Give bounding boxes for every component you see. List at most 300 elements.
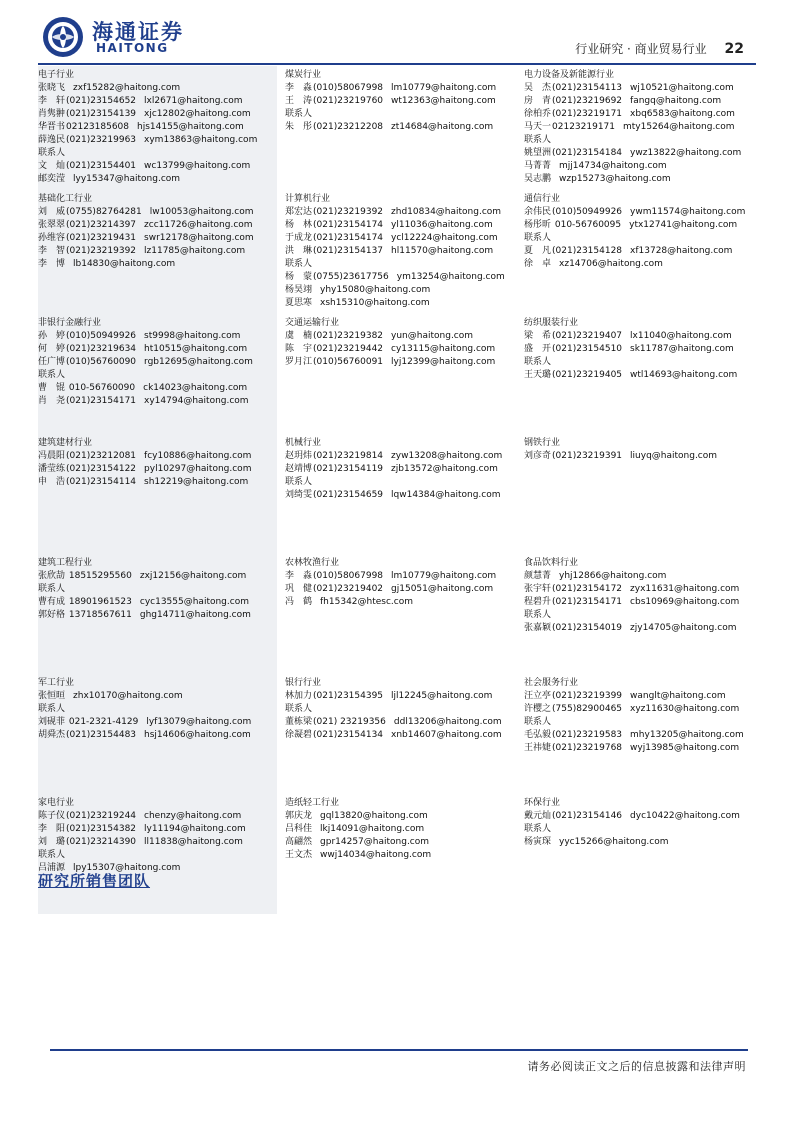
analyst-email[interactable]: lm10779@haitong.com <box>391 83 497 93</box>
contact-label: 联系人 <box>285 259 313 269</box>
analyst-email[interactable]: ym13254@haitong.com <box>396 272 505 282</box>
analyst-phone: 18901961523 <box>66 597 132 607</box>
analyst-name: 冯 鹤 <box>285 597 313 607</box>
analyst-name: 刘砚菲 <box>38 717 66 727</box>
analyst-name: 赵靖博 <box>285 464 313 474</box>
analyst-name: 吴 杰 <box>524 83 552 93</box>
analyst-email[interactable]: zxj12156@haitong.com <box>139 571 247 581</box>
analyst-entry <box>524 622 755 635</box>
analyst-email[interactable]: ddl13206@haitong.com <box>393 717 502 727</box>
sector-title: 基础化工行业 <box>38 194 93 204</box>
analyst-name: 肖隽翀 <box>38 109 66 119</box>
analyst-email[interactable]: zjb13572@haitong.com <box>391 464 498 474</box>
sector-block <box>277 314 516 434</box>
sector-title: 电力设备及新能源行业 <box>524 70 615 80</box>
contact-label: 联系人 <box>38 370 66 380</box>
sector-title: 纺织服装行业 <box>524 318 579 328</box>
sector-title: 环保行业 <box>524 798 561 808</box>
sector-title: 造纸轻工行业 <box>285 798 340 808</box>
analyst-email[interactable]: rgb12695@haitong.com <box>144 357 253 367</box>
contact-label: 联系人 <box>38 704 66 714</box>
sector-title: 机械行业 <box>285 438 322 448</box>
analyst-email[interactable]: lyy15347@haitong.com <box>73 174 181 184</box>
analyst-entry <box>38 95 277 108</box>
section-title: 研究所销售团队 <box>38 872 151 890</box>
analyst-name: 王天璐 <box>524 370 552 380</box>
analyst-email[interactable]: fcy10886@haitong.com <box>144 451 252 461</box>
analyst-phone: (021)23154483 <box>66 730 137 740</box>
analyst-email[interactable]: lyf13079@haitong.com <box>146 717 252 727</box>
analyst-entry <box>285 716 516 729</box>
analyst-phone: (021)23212081 <box>66 451 137 461</box>
analyst-email[interactable]: xf13728@haitong.com <box>630 246 733 256</box>
analyst-email[interactable]: sh12219@haitong.com <box>144 477 249 487</box>
analyst-name: 徐 卓 <box>524 259 552 269</box>
analyst-email[interactable]: zyw13208@haitong.com <box>391 451 503 461</box>
analyst-entry <box>38 450 277 463</box>
analyst-email[interactable]: xym13863@haitong.com <box>144 135 258 145</box>
analyst-phone: (010)50949926 <box>552 207 623 217</box>
sector-block <box>38 674 277 794</box>
analyst-entry <box>285 583 516 596</box>
analyst-email[interactable]: wc13799@haitong.com <box>144 161 251 171</box>
analyst-phone: (021)23219382 <box>313 331 384 341</box>
analyst-name: 汪立亭 <box>524 691 552 701</box>
footer-disclaimer: 请务必阅读正文之后的信息披露和法律声明 <box>527 1060 746 1073</box>
analyst-name: 赵玥炜 <box>285 451 313 461</box>
analyst-name: 戴元灿 <box>524 811 552 821</box>
analyst-name: 姚望洲 <box>524 148 552 158</box>
analyst-entry <box>285 849 516 862</box>
sector-title: 煤炭行业 <box>285 70 322 80</box>
analyst-email[interactable]: hsj14606@haitong.com <box>144 730 251 740</box>
analyst-phone: (021)23154128 <box>552 246 623 256</box>
analyst-email[interactable]: ll11838@haitong.com <box>144 837 243 847</box>
analyst-entry <box>38 609 277 622</box>
analyst-email[interactable]: wanglt@haitong.com <box>630 691 726 701</box>
sector-block <box>38 66 277 190</box>
analyst-phone: (021)23219431 <box>66 233 137 243</box>
analyst-name: 胡舜杰 <box>38 730 66 740</box>
analyst-phone: (021)23219692 <box>552 96 623 106</box>
analyst-email[interactable]: mhy13205@haitong.com <box>630 730 744 740</box>
analyst-phone: (0755)23617756 <box>313 272 389 282</box>
analyst-phone: (021)23219768 <box>552 743 623 753</box>
contact-label: 联系人 <box>524 824 552 834</box>
analyst-entry <box>38 245 277 258</box>
analyst-name: 李 轩 <box>38 96 66 106</box>
analyst-phone: (021)23219583 <box>552 730 623 740</box>
analyst-name: 杨 林 <box>285 220 313 230</box>
sector-block <box>277 190 516 314</box>
analyst-entry <box>38 258 277 271</box>
analyst-entry <box>524 147 755 160</box>
analyst-entry <box>38 330 277 343</box>
header-info <box>575 40 744 57</box>
directory-row <box>38 674 756 794</box>
analyst-entry <box>38 232 277 245</box>
analyst-entry <box>285 356 516 369</box>
analyst-entry <box>38 173 277 186</box>
analyst-email[interactable]: cyc13555@haitong.com <box>139 597 249 607</box>
analyst-email[interactable]: ywm11574@haitong.com <box>630 207 746 217</box>
analyst-entry <box>524 206 755 219</box>
analyst-email[interactable]: yyc15266@haitong.com <box>559 837 669 847</box>
analyst-name: 华晋书 <box>38 122 66 132</box>
analyst-name: 颜慧菁 <box>524 571 552 581</box>
analyst-email[interactable]: wzp15273@haitong.com <box>559 174 671 184</box>
analyst-phone: (010)58067998 <box>313 571 384 581</box>
analyst-email[interactable]: yhy15080@haitong.com <box>320 285 431 295</box>
analyst-name: 徐凝碧 <box>285 730 313 740</box>
analyst-email[interactable]: ht10515@haitong.com <box>144 344 248 354</box>
sector-block <box>516 190 755 314</box>
analyst-entry <box>38 382 277 395</box>
analyst-entry <box>38 160 277 173</box>
analyst-email[interactable]: zyx11631@haitong.com <box>630 584 740 594</box>
directory-row <box>38 190 756 314</box>
sector-title: 钢铁行业 <box>524 438 561 448</box>
analyst-entry <box>285 232 516 245</box>
analyst-name: 毛弘毅 <box>524 730 552 740</box>
analyst-email[interactable]: fangq@haitong.com <box>630 96 722 106</box>
analyst-phone: (021)23154172 <box>552 584 623 594</box>
analyst-email[interactable]: xy14794@haitong.com <box>144 396 249 406</box>
analyst-entry <box>524 690 755 703</box>
analyst-email[interactable]: ck14023@haitong.com <box>143 383 248 393</box>
analyst-name: 洪 琳 <box>285 246 313 256</box>
analyst-phone: (021)23154139 <box>66 109 137 119</box>
analyst-name: 高翩然 <box>285 837 313 847</box>
analyst-email[interactable]: wyj13985@haitong.com <box>630 743 740 753</box>
analyst-entry <box>524 742 755 755</box>
analyst-entry <box>285 245 516 258</box>
analyst-email[interactable]: pyl10297@haitong.com <box>144 464 252 474</box>
analyst-name: 曹有成 <box>38 597 66 607</box>
analyst-entry <box>285 729 516 742</box>
sector-title: 电子行业 <box>38 70 75 80</box>
analyst-email[interactable]: ly11194@haitong.com <box>144 824 246 834</box>
analyst-name: 张翠翠 <box>38 220 66 230</box>
analyst-entry <box>524 245 755 258</box>
analyst-name: 张嘉颖 <box>524 623 552 633</box>
directory-row <box>38 434 756 554</box>
analyst-entry <box>285 206 516 219</box>
analyst-email[interactable]: wt12363@haitong.com <box>391 96 496 106</box>
contact-label: 联系人 <box>38 584 66 594</box>
analyst-entry <box>38 690 277 703</box>
analyst-name: 刘 威 <box>38 207 66 217</box>
analyst-phone: 18515295560 <box>66 571 132 581</box>
analyst-entry <box>524 173 755 186</box>
sector-title: 银行行业 <box>285 678 322 688</box>
analyst-phone: (021)23219171 <box>552 109 623 119</box>
analyst-name: 肖 尧 <box>38 396 66 406</box>
analyst-name: 薛逸民 <box>38 135 66 145</box>
analyst-email[interactable]: xsh15310@haitong.com <box>320 298 430 308</box>
contact-label: 联系人 <box>38 850 66 860</box>
directory-row <box>38 66 756 190</box>
analyst-name: 冯晨阳 <box>38 451 66 461</box>
analyst-phone: (021)23154146 <box>552 811 623 821</box>
analyst-phone: (021)23154174 <box>313 233 384 243</box>
analyst-email[interactable]: chenzy@haitong.com <box>144 811 242 821</box>
sector-block <box>277 674 516 794</box>
analyst-email[interactable]: cy13115@haitong.com <box>391 344 496 354</box>
sector-block <box>516 554 755 674</box>
analyst-entry <box>285 330 516 343</box>
sector-title: 农林牧渔行业 <box>285 558 340 568</box>
sector-title: 家电行业 <box>38 798 75 808</box>
analyst-name: 申 浩 <box>38 477 66 487</box>
analyst-phone: (021)23154652 <box>66 96 137 106</box>
analyst-entry <box>285 489 516 502</box>
analyst-phone: (021)23154119 <box>313 464 384 474</box>
analyst-name: 李 阳 <box>38 824 66 834</box>
analyst-name: 马菁菁 <box>524 161 552 171</box>
report-category: 行业研究 · 商业贸易行业 <box>575 42 707 56</box>
analyst-email[interactable]: zhx10170@haitong.com <box>73 691 183 701</box>
analyst-phone: (021)23154184 <box>552 148 623 158</box>
analyst-name: 夏 凡 <box>524 246 552 256</box>
analyst-phone: (010)50949926 <box>66 331 137 341</box>
analyst-entry <box>285 343 516 356</box>
analyst-email[interactable]: lqw14384@haitong.com <box>391 490 501 500</box>
analyst-entry <box>285 297 516 310</box>
analyst-email[interactable]: lw10053@haitong.com <box>149 207 254 217</box>
analyst-email[interactable]: gpr14257@haitong.com <box>320 837 430 847</box>
contact-label: 联系人 <box>285 109 313 119</box>
analyst-name: 杨昊翊 <box>285 285 313 295</box>
analyst-email[interactable]: sk11787@haitong.com <box>630 344 734 354</box>
analyst-entry <box>38 836 277 849</box>
analyst-name: 朱 彤 <box>285 122 313 132</box>
analyst-email[interactable]: zhd10834@haitong.com <box>391 207 502 217</box>
analyst-entry <box>285 463 516 476</box>
sector-title: 交通运输行业 <box>285 318 340 328</box>
analyst-name: 虞 楠 <box>285 331 313 341</box>
analyst-name: 文 灿 <box>38 161 66 171</box>
analyst-name: 吕科佳 <box>285 824 313 834</box>
analyst-email[interactable]: fh15342@htesc.com <box>320 597 414 607</box>
analyst-name: 郭好格 <box>38 610 66 620</box>
analyst-email[interactable]: wj10521@haitong.com <box>630 83 734 93</box>
analyst-entry <box>38 82 277 95</box>
analyst-entry <box>524 570 755 583</box>
sector-title: 通信行业 <box>524 194 561 204</box>
sector-block <box>277 794 516 914</box>
analyst-entry <box>285 450 516 463</box>
analyst-name: 房 青 <box>524 96 552 106</box>
analyst-entry <box>524 330 755 343</box>
analyst-phone: (021)23154122 <box>66 464 137 474</box>
page-number: 22 <box>724 41 744 57</box>
analyst-email[interactable]: lpy15307@haitong.com <box>73 863 181 873</box>
analyst-entry <box>524 95 755 108</box>
analyst-phone: (021)23219402 <box>313 584 384 594</box>
analyst-email[interactable]: zt14684@haitong.com <box>391 122 494 132</box>
sector-title: 食品饮料行业 <box>524 558 579 568</box>
analyst-name: 曹 锟 <box>38 383 66 393</box>
analyst-email[interactable]: ytx12741@haitong.com <box>629 220 738 230</box>
analyst-email[interactable]: zxf15282@haitong.com <box>73 83 181 93</box>
analyst-email[interactable]: st9998@haitong.com <box>144 331 241 341</box>
analyst-email[interactable]: ljl12245@haitong.com <box>391 691 493 701</box>
analyst-phone: (021)23219399 <box>552 691 623 701</box>
analyst-phone: (021)23219392 <box>66 246 137 256</box>
analyst-name: 郑宏达 <box>285 207 313 217</box>
analyst-name: 吴志鹏 <box>524 174 552 184</box>
analyst-email[interactable]: xbq6583@haitong.com <box>630 109 735 119</box>
analyst-entry <box>285 596 516 609</box>
analyst-phone: (021)23154395 <box>313 691 384 701</box>
logo-text-cn: 海通证券 <box>92 19 184 44</box>
directory-row <box>38 554 756 674</box>
analyst-name: 梁 希 <box>524 331 552 341</box>
analyst-phone: (021)23154137 <box>313 246 384 256</box>
analyst-entry <box>285 823 516 836</box>
analyst-entry <box>524 219 755 232</box>
analyst-entry <box>285 219 516 232</box>
analyst-entry <box>38 570 277 583</box>
analyst-phone: (021)23154171 <box>552 597 623 607</box>
analyst-name: 夏思寒 <box>285 298 313 308</box>
analyst-phone: (021)23219814 <box>313 451 384 461</box>
analyst-phone: (021)23154659 <box>313 490 384 500</box>
analyst-name: 杨寅琛 <box>524 837 552 847</box>
analyst-entry <box>524 836 755 849</box>
analyst-email[interactable]: mjj14734@haitong.com <box>559 161 667 171</box>
footer-rule <box>50 1049 748 1051</box>
analyst-entry <box>524 596 755 609</box>
analyst-entry <box>524 450 755 463</box>
analyst-email[interactable]: yhj12866@haitong.com <box>559 571 667 581</box>
analyst-email[interactable]: gql13820@haitong.com <box>320 811 428 821</box>
sector-title: 计算机行业 <box>285 194 331 204</box>
analyst-email[interactable]: cbs10969@haitong.com <box>630 597 740 607</box>
analyst-entry <box>285 284 516 297</box>
analyst-name: 巩 健 <box>285 584 313 594</box>
analyst-email[interactable]: lyj12399@haitong.com <box>391 357 496 367</box>
analyst-email[interactable]: lb14830@haitong.com <box>73 259 176 269</box>
sector-block <box>38 554 277 674</box>
sector-title: 非银行金融行业 <box>38 318 102 328</box>
analyst-name: 李 博 <box>38 259 66 269</box>
analyst-entry <box>524 121 755 134</box>
analyst-email[interactable]: hjs14155@haitong.com <box>137 122 244 132</box>
analyst-name: 吕浦源 <box>38 863 66 873</box>
analyst-phone: (021)23219405 <box>552 370 623 380</box>
analyst-phone: (021) 23219356 <box>313 717 386 727</box>
analyst-email[interactable]: yun@haitong.com <box>391 331 474 341</box>
contact-label: 联系人 <box>524 233 552 243</box>
analyst-phone: 13718567611 <box>66 610 132 620</box>
analyst-email[interactable]: gj15051@haitong.com <box>391 584 494 594</box>
analyst-phone: (010)58067998 <box>313 83 384 93</box>
analyst-name: 张晓飞 <box>38 83 66 93</box>
directory-row <box>38 314 756 434</box>
analyst-phone: (021)23212208 <box>313 122 384 132</box>
analyst-phone: (021)23154382 <box>66 824 137 834</box>
analyst-email[interactable]: zcc11726@haitong.com <box>144 220 253 230</box>
analyst-name: 张恒晅 <box>38 691 66 701</box>
analyst-email[interactable]: xjc12802@haitong.com <box>144 109 251 119</box>
analyst-name: 任广博 <box>38 357 66 367</box>
analyst-name: 余伟民 <box>524 207 552 217</box>
header-rule <box>38 63 756 65</box>
contact-label: 联系人 <box>524 717 552 727</box>
analyst-email[interactable]: xnb14607@haitong.com <box>391 730 502 740</box>
analyst-name: 孙 婷 <box>38 331 66 341</box>
analyst-email[interactable]: lz11785@haitong.com <box>144 246 246 256</box>
analyst-name: 刘绮雯 <box>285 490 313 500</box>
analyst-email[interactable]: wtl14693@haitong.com <box>630 370 738 380</box>
analyst-email[interactable]: ywz13822@haitong.com <box>630 148 742 158</box>
analyst-email[interactable]: yl11036@haitong.com <box>391 220 493 230</box>
analyst-phone: (0755)82764281 <box>66 207 142 217</box>
analyst-email[interactable]: lm10779@haitong.com <box>391 571 497 581</box>
analyst-phone: (021)23219760 <box>313 96 384 106</box>
analyst-email[interactable]: dyc10422@haitong.com <box>630 811 740 821</box>
analyst-entry <box>285 810 516 823</box>
sector-block <box>516 794 755 914</box>
contact-label: 联系人 <box>285 704 313 714</box>
analyst-phone: (021)23154174 <box>313 220 384 230</box>
sector-block <box>516 674 755 794</box>
analyst-email[interactable]: lkj14091@haitong.com <box>320 824 425 834</box>
analyst-name: 潘莹练 <box>38 464 66 474</box>
analyst-email[interactable]: ghg14711@haitong.com <box>139 610 251 620</box>
analyst-phone: (021)23214390 <box>66 837 137 847</box>
analyst-entry <box>38 716 277 729</box>
analyst-email[interactable]: lxl2671@haitong.com <box>144 96 243 106</box>
analyst-email[interactable]: swr12178@haitong.com <box>144 233 254 243</box>
analyst-email[interactable]: liuyq@haitong.com <box>630 451 718 461</box>
contact-label: 联系人 <box>524 610 552 620</box>
analyst-phone: (010)56760091 <box>313 357 384 367</box>
analyst-email[interactable]: mty15264@haitong.com <box>623 122 735 132</box>
analyst-name: 马天一 <box>524 122 552 132</box>
analyst-email[interactable]: xz14706@haitong.com <box>559 259 663 269</box>
analyst-entry <box>285 271 516 284</box>
analyst-entry <box>524 258 755 271</box>
analyst-email[interactable]: zjy14705@haitong.com <box>630 623 737 633</box>
analyst-name: 李 淼 <box>285 571 313 581</box>
analyst-entry <box>524 729 755 742</box>
analyst-phone: (021)23154510 <box>552 344 623 354</box>
sector-title: 军工行业 <box>38 678 75 688</box>
analyst-entry <box>524 810 755 823</box>
analyst-phone: (021)23219407 <box>552 331 623 341</box>
analyst-phone: (021)23219442 <box>313 344 384 354</box>
analyst-name: 王 涛 <box>285 96 313 106</box>
analyst-entry <box>285 95 516 108</box>
analyst-email[interactable]: wwj14034@haitong.com <box>320 850 432 860</box>
analyst-email[interactable]: ycl12224@haitong.com <box>391 233 498 243</box>
analyst-email[interactable]: xyz11630@haitong.com <box>630 704 740 714</box>
analyst-entry <box>285 836 516 849</box>
analyst-entry <box>38 108 277 121</box>
haitong-logo <box>40 14 190 60</box>
sector-block <box>516 314 755 434</box>
analyst-email[interactable]: hl11570@haitong.com <box>391 246 494 256</box>
analyst-entry <box>524 369 755 382</box>
analyst-phone: (021)23154171 <box>66 396 137 406</box>
analyst-email[interactable]: lx11040@haitong.com <box>630 331 732 341</box>
analyst-phone: 010-56760095 <box>552 220 622 230</box>
analyst-name: 许樱之 <box>524 704 552 714</box>
analyst-name: 林加力 <box>285 691 313 701</box>
